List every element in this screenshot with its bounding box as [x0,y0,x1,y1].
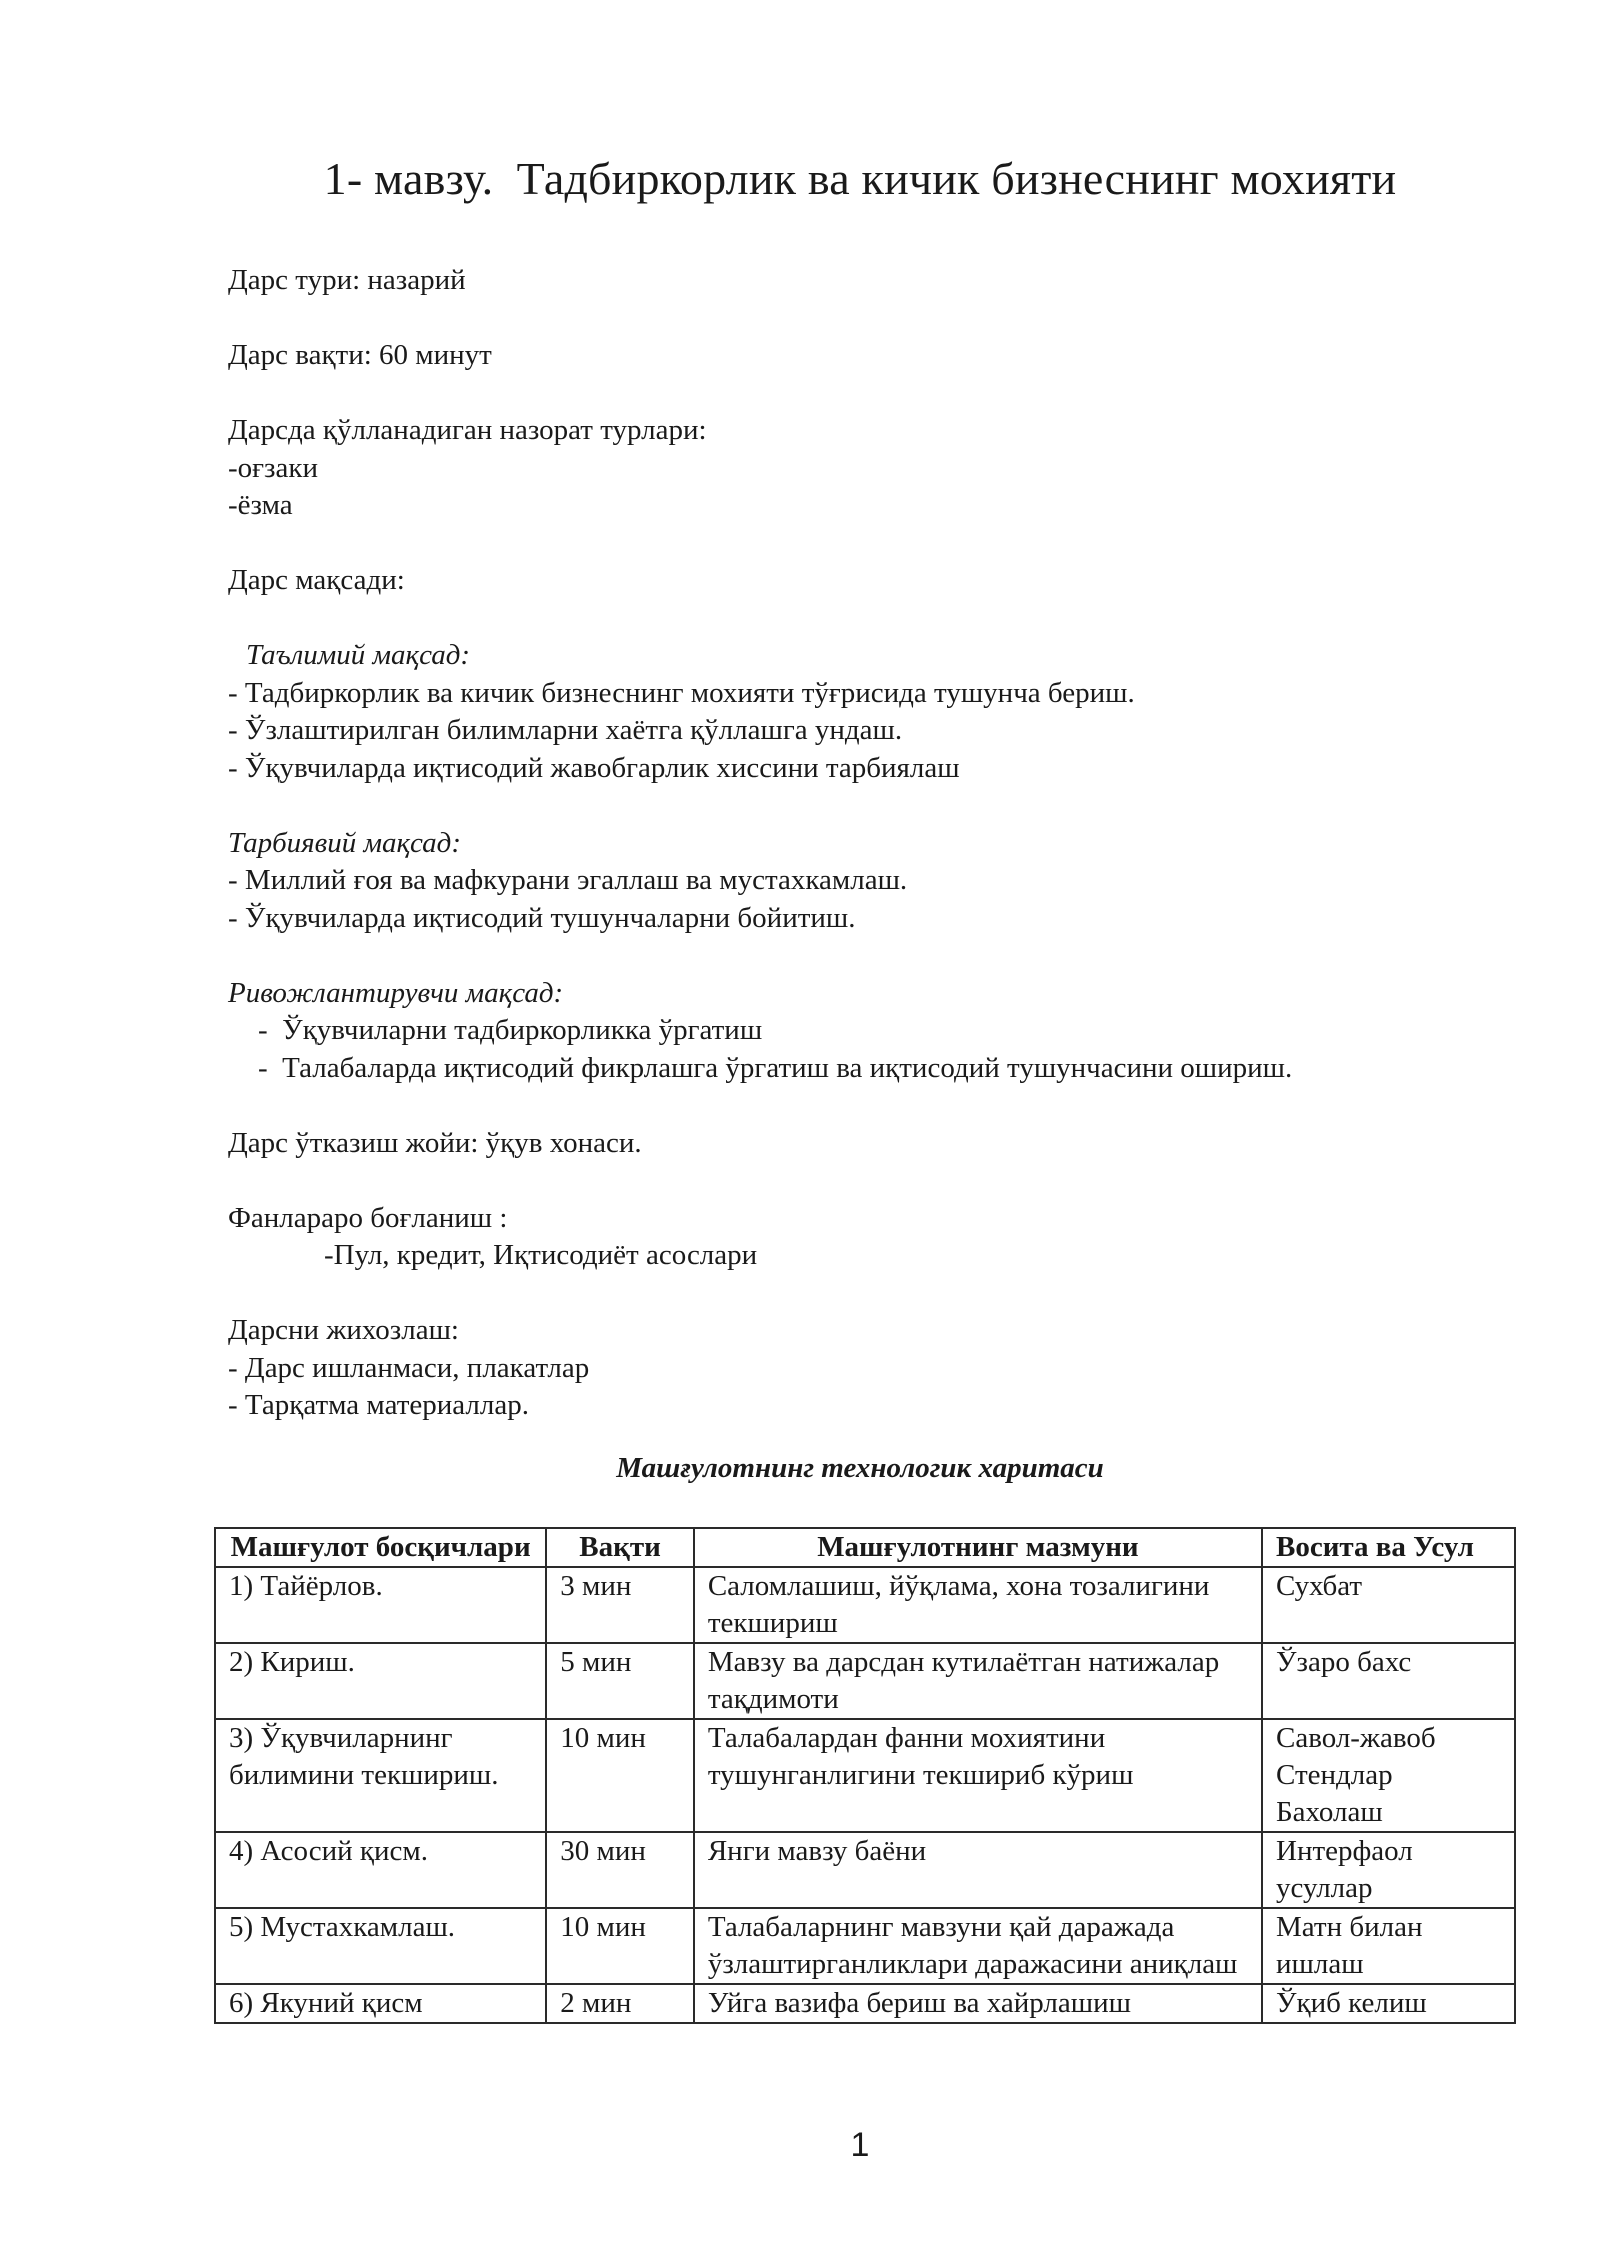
cell-content: Талабалардан фанни мохиятини тушунганлигини текшириб кўриш [694,1719,1262,1832]
table-row [215,1567,1515,1643]
edu-goal-item: - Ўзлаштирилган билимларни хаётга қўллашга ундаш. [228,714,903,746]
cell-time: 30 мин [546,1832,694,1908]
cell-time: 5 мин [546,1643,694,1719]
header-time: Вақти [546,1528,694,1567]
header-stages: Машғулот босқичлари [215,1528,546,1567]
lesson-details [228,262,1528,1425]
cell-method: Ўқиб келиш [1262,1984,1515,2023]
technology-map-table [214,1527,1516,2024]
cell-time: 3 мин [546,1567,694,1643]
cell-content: Мавзу ва дарсдан кутилаётган натижалар тақдимоти [694,1643,1262,1719]
edu-goal-item: - Ўқувчиларда иқтисодий жавобгарлик хиссини тарбиялаш [228,751,960,784]
equipment-item: - Тарқатма материаллар. [228,1389,529,1421]
cell-content: Саломлашиш, йўқлама, хона тозалигини текшириш [694,1567,1262,1643]
goal-heading: Дарс мақсади: [228,564,405,596]
dev-goal-item: - Ўқувчиларни тадбиркорликка ўргатиш [258,1014,763,1046]
upbringing-goal-item: - Миллий ғоя ва мафкурани эгаллаш ва мустахкамлаш. [228,864,908,896]
cell-method: Матн билан ишлаш [1262,1908,1515,1984]
table-header-row [215,1528,1515,1567]
table-row [215,1643,1515,1719]
cell-stage: 5) Мустахкамлаш. [215,1908,546,1984]
equipment-heading: Дарсни жихозлаш: [228,1314,459,1346]
page-title: 1- мавзу. Тадбиркорлик ва кичик бизнеснинг мохияти [323,153,1397,204]
cell-stage: 6) Якуний қисм [215,1984,546,2023]
cell-stage: 3) Ўқувчиларнинг билимини текшириш. [215,1719,546,1832]
header-method: Восита ва Усул [1262,1528,1515,1567]
lesson-time: Дарс вақти: 60 минут [228,339,492,371]
edu-goal-item: - Тадбиркорлик ва кичик бизнеснинг мохияти тўғрисида тушунча бериш. [228,676,1135,709]
cell-time: 10 мин [546,1908,694,1984]
cell-method: Ўзаро бахс [1262,1643,1515,1719]
control-item: -оғзаки [228,451,318,484]
cell-content: Янги мавзу баёни [694,1832,1262,1908]
table-row [215,1832,1515,1908]
cell-time: 10 мин [546,1719,694,1832]
cell-content: Талабаларнинг мавзуни қай даражада ўзлаштирганликлари даражасини аниқлаш [694,1908,1262,1984]
header-content: Машғулотнинг мазмуни [694,1528,1262,1567]
upbringing-goal-item: - Ўқувчиларда иқтисодий тушунчаларни бойитиш. [228,901,856,934]
cell-method: Сухбат [1262,1567,1515,1643]
table-row [215,1719,1515,1832]
edu-goal-heading: Таълимий мақсад: [246,639,471,671]
page-number: 1 [850,2126,870,2164]
dev-goal-heading: Ривожлантирувчи мақсад: [228,976,564,1009]
cell-method: Интерфаол усуллар [1262,1832,1515,1908]
cell-stage: 2) Кириш. [215,1643,546,1719]
table-caption: Машғулотнинг технологик харитаси [616,1452,1104,1484]
dev-goal-item: - Талабаларда иқтисодий фикрлашга ўргатиш ва иқтисодий тушунчасини ошириш. [258,1051,1293,1084]
cell-method: Савол-жавоб Стендлар Бахолаш [1262,1719,1515,1832]
table-row [215,1908,1515,1984]
cell-time: 2 мин [546,1984,694,2023]
equipment-item: - Дарс ишланмаси, плакатлар [228,1351,590,1384]
cell-content: Уйга вазифа бериш ва хайрлашиш [694,1984,1262,2023]
lesson-type: Дарс тури: назарий [228,264,466,296]
links-item: -Пул, кредит, Иқтисодиёт асослари [324,1239,758,1271]
upbringing-goal-heading: Тарбиявий мақсад: [228,826,462,859]
cell-stage: 4) Асосий қисм. [215,1832,546,1908]
table-row [215,1984,1515,2023]
links-heading: Фанлараро боғланиш : [228,1201,508,1234]
control-heading: Дарсда қўлланадиган назорат турлари: [228,414,707,446]
lesson-place: Дарс ўтказиш жойи: ўқув хонаси. [228,1126,642,1159]
cell-stage: 1) Тайёрлов. [215,1567,546,1643]
control-item: -ёзма [228,489,293,521]
